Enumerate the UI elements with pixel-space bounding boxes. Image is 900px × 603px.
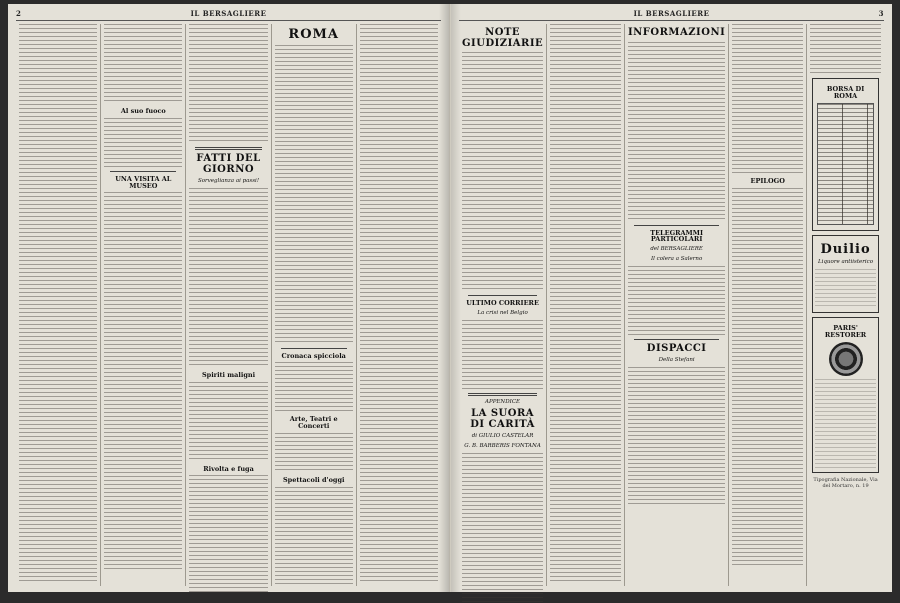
text-block [189,475,267,595]
text-block [462,453,543,603]
text-block [275,45,353,345]
text-block [628,266,725,336]
masthead-title-right: IL BERSAGLIERE [633,9,710,18]
text-block [189,382,267,462]
advertisement-restorer [812,317,879,473]
text-block [189,24,267,144]
column-right-2 [547,24,625,586]
ad-title: PARIS' RESTORER [824,324,867,339]
section-heading: FATTI DEL GIORNO [196,153,261,175]
seal-emblem-icon [829,342,863,376]
feuilleton-label: APPENDICE [485,398,521,405]
subheading: Il colera a Salerno [650,255,703,262]
columns-left [16,24,441,586]
column-left-5 [357,24,441,586]
subheading: La crisi nel Belgio [477,309,528,316]
advertisement-duilio [812,235,879,313]
subheading: Sorveglianza ai passi! [197,178,260,184]
ad-text [815,379,876,469]
text-block [810,24,881,74]
column-left-3 [186,24,271,586]
imprint: Tipografia Nazionale, Via del Mortaro, n. 19 [813,476,878,489]
section-heading: ULTIMO CORRIERE [466,299,539,307]
ad-text [815,269,876,309]
section-heading: Spiriti maligni [201,370,256,379]
ad-subtitle: Liquore antiisterico [818,259,874,266]
text-block [628,367,725,507]
newspaper-spread [8,4,892,592]
divider [634,225,719,226]
section-heading: DISPACCI [646,342,707,354]
feuilleton-title: LA SUORA DI CARITÀ [470,408,535,430]
text-block [628,42,725,222]
section-heading: Al suo fuoco [120,107,166,115]
section-heading: EPILOGO [750,177,785,185]
section-heading: INFORMAZIONI [627,27,726,38]
text-block [275,433,353,473]
text-block [732,24,803,174]
text-block [462,52,543,292]
subheading: del BERSAGLIERE [650,246,703,253]
subheading: Della Stefani [658,357,695,364]
column-right-4 [729,24,807,586]
masthead-title-left: IL BERSAGLIERE [190,9,267,18]
exchange-box [812,78,879,231]
text-block [275,487,353,587]
exchange-table [817,103,874,225]
text-block [104,192,182,572]
divider [468,393,537,396]
right-page [450,4,892,592]
column-right-3 [625,24,729,586]
exchange-heading: BORSA DI ROMA [826,85,865,100]
columns-right [459,24,884,586]
ad-title: Duilio [820,241,871,257]
text-block [104,118,182,168]
section-heading: Cronaca spicciola [281,351,346,360]
text-block [275,362,353,412]
running-head-left [16,8,441,21]
column-right-1 [459,24,547,586]
text-block [189,188,267,368]
text-block [732,188,803,568]
text-block [360,24,438,584]
section-heading: UNA VISITA AL MUSEO [115,174,172,190]
page-number-left: 2 [16,9,22,18]
left-page [8,4,450,592]
text-block [104,24,182,104]
section-heading: Rivolta e fuga [203,464,254,473]
section-heading: Spettacoli d'oggi [282,476,345,485]
column-right-5 [807,24,884,586]
text-block [462,320,543,390]
divider [195,147,261,150]
divider [110,171,176,172]
section-heading: TELEGRAMMI PARTICOLARI [650,228,703,244]
divider [634,339,719,340]
section-heading: ROMA [288,27,340,42]
feuilleton-translator: G. B. BARBERIS FONTANA [464,443,541,450]
text-block [550,24,621,584]
section-heading: NOTE GIUDIZIARIE [462,27,544,49]
text-block [19,24,97,584]
column-left-1 [16,24,101,586]
running-head-right [459,8,884,21]
column-left-2 [101,24,186,586]
section-heading: Arte, Teatri e Concerti [289,415,338,431]
divider [281,348,347,349]
divider [468,295,537,296]
column-left-4 [272,24,357,586]
feuilleton-author: di GIULIO CASTELAR [471,433,534,440]
page-number-right: 3 [878,9,884,18]
